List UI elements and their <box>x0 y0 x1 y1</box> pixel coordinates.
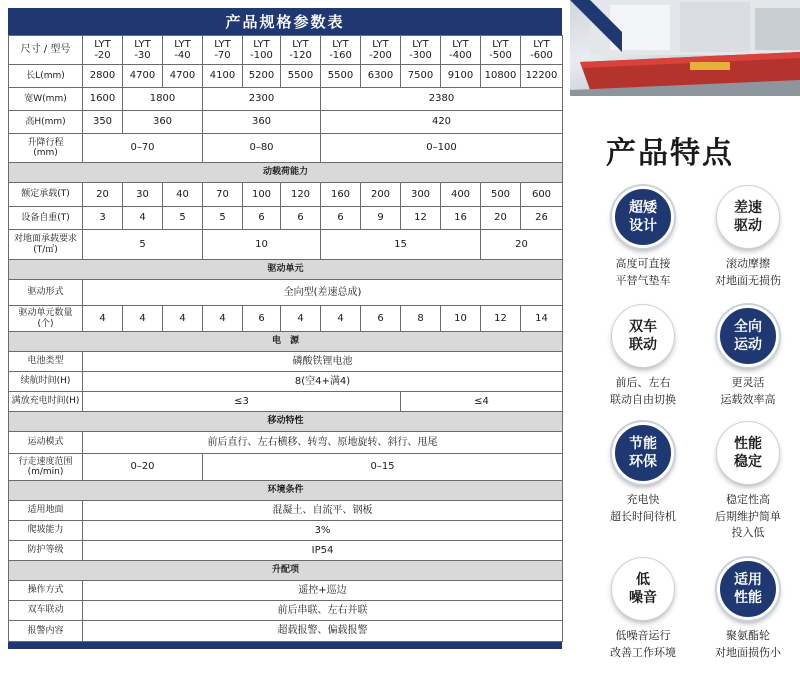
feature-item <box>593 558 693 661</box>
length-row-value: 6300 <box>361 65 401 88</box>
self-weight-row-value: 6 <box>321 207 361 230</box>
protect-row <box>9 541 563 561</box>
rated-load-row <box>9 183 563 207</box>
width-row <box>9 88 563 111</box>
section-movement: 移动特性 <box>9 412 563 432</box>
drive-units-row-value: 8 <box>401 306 441 332</box>
length-row-value: 12200 <box>521 65 563 88</box>
lift-row-value: 0–70 <box>83 134 203 163</box>
feature-item <box>698 305 798 408</box>
drive-form-row-label: 驱动形式 <box>9 280 83 306</box>
height-row-value: 360 <box>203 111 321 134</box>
width-row-value: 2300 <box>203 88 321 111</box>
charge-row-value: ≤4 <box>401 392 563 412</box>
drive-units-row-value: 12 <box>481 306 521 332</box>
height-row-value: 360 <box>123 111 203 134</box>
drive-units-row-value: 14 <box>521 306 563 332</box>
height-row <box>9 111 563 134</box>
climb-row-value: 3% <box>83 521 563 541</box>
self-weight-row-label: 设备自重(T) <box>9 207 83 230</box>
rated-load-row-value: 300 <box>401 183 441 207</box>
drive-units-row-value: 4 <box>321 306 361 332</box>
feature-description: 高度可直接 平替气垫车 <box>615 257 671 287</box>
feature-badge: 适用 性能 <box>717 558 779 620</box>
width-row-value: 2380 <box>321 88 563 111</box>
feature-badge: 双车 联动 <box>612 305 674 367</box>
endurance-row-label: 续航时间(H) <box>9 372 83 392</box>
section-movement <box>9 412 563 432</box>
rated-load-row-value: 120 <box>281 183 321 207</box>
feature-item <box>593 422 693 525</box>
speed-row-value: 0–20 <box>83 454 203 481</box>
section-power <box>9 332 563 352</box>
table-title: 产品规格参数表 <box>8 8 562 35</box>
drive-units-row-value: 4 <box>163 306 203 332</box>
drive-units-row <box>9 306 563 332</box>
feature-badge: 全向 运动 <box>717 305 779 367</box>
alarm-row-value: 超载报警、偏载报警 <box>83 621 563 642</box>
endurance-row <box>9 372 563 392</box>
drive-units-row-value: 4 <box>123 306 163 332</box>
ground-row-value: 混凝土、自流平、钢板 <box>83 501 563 521</box>
drive-form-row <box>9 280 563 306</box>
length-row-value: 2800 <box>83 65 123 88</box>
lift-row-value: 0–100 <box>321 134 563 163</box>
self-weight-row-value: 5 <box>163 207 203 230</box>
model-header: LYT -200 <box>361 36 401 65</box>
feature-badge: 超矮 设计 <box>612 186 674 248</box>
length-row-value: 10800 <box>481 65 521 88</box>
ground-req-row-value: 10 <box>203 230 321 260</box>
charge-row-value: ≤3 <box>83 392 401 412</box>
feature-description: 聚氨酯轮 对地面损伤小 <box>715 629 781 659</box>
model-header: LYT -160 <box>321 36 361 65</box>
ground-req-row-value: 5 <box>83 230 203 260</box>
model-header: LYT -100 <box>243 36 281 65</box>
lift-row <box>9 134 563 163</box>
operate-row-label: 操作方式 <box>9 581 83 601</box>
model-header: LYT -30 <box>123 36 163 65</box>
section-environment: 环境条件 <box>9 481 563 501</box>
spec-table-panel <box>8 8 562 649</box>
self-weight-row-value: 5 <box>203 207 243 230</box>
length-row-value: 5200 <box>243 65 281 88</box>
rated-load-row-value: 30 <box>123 183 163 207</box>
width-row-value: 1600 <box>83 88 123 111</box>
section-environment <box>9 481 563 501</box>
self-weight-row-value: 12 <box>401 207 441 230</box>
drive-units-row-value: 10 <box>441 306 481 332</box>
alarm-row-label: 报警内容 <box>9 621 83 642</box>
width-row-label: 宽W(mm) <box>9 88 83 111</box>
self-weight-row-value: 3 <box>83 207 123 230</box>
model-header: LYT -40 <box>163 36 203 65</box>
speed-row <box>9 454 563 481</box>
model-header: LYT -20 <box>83 36 123 65</box>
drive-units-row-label: 驱动单元数量 (个) <box>9 306 83 332</box>
length-row-value: 4700 <box>123 65 163 88</box>
length-row-value: 4100 <box>203 65 243 88</box>
self-weight-row-value: 20 <box>481 207 521 230</box>
model-header: LYT -120 <box>281 36 321 65</box>
feature-description: 前后、左右 联动自由切换 <box>610 376 676 406</box>
section-upgrades: 升配项 <box>9 561 563 581</box>
feature-item <box>698 422 798 542</box>
model-header: LYT -600 <box>521 36 563 65</box>
ground-req-row-value: 15 <box>321 230 481 260</box>
feature-description: 低噪音运行 改善工作环境 <box>610 629 676 659</box>
ground-row-label: 适用地面 <box>9 501 83 521</box>
model-header: LYT -500 <box>481 36 521 65</box>
operate-row <box>9 581 563 601</box>
section-upgrades <box>9 561 563 581</box>
spec-table-body <box>9 36 563 642</box>
section-drive-unit <box>9 260 563 280</box>
feature-badge: 节能 环保 <box>612 422 674 484</box>
motion-row <box>9 432 563 454</box>
length-row-value: 5500 <box>321 65 361 88</box>
self-weight-row-value: 4 <box>123 207 163 230</box>
drive-units-row-value: 6 <box>243 306 281 332</box>
ground-req-row-value: 20 <box>481 230 563 260</box>
drive-form-row-value: 全向型(差速总成) <box>83 280 563 306</box>
charge-row <box>9 392 563 412</box>
protect-row-value: IP54 <box>83 541 563 561</box>
length-row-value: 7500 <box>401 65 441 88</box>
drive-units-row-value: 4 <box>281 306 321 332</box>
climb-row <box>9 521 563 541</box>
rated-load-row-value: 600 <box>521 183 563 207</box>
height-row-label: 高H(mm) <box>9 111 83 134</box>
feature-badge: 低 噪音 <box>612 558 674 620</box>
feature-badge: 差速 驱动 <box>717 186 779 248</box>
dual-row-label: 双车联动 <box>9 601 83 621</box>
length-row-label: 长L(mm) <box>9 65 83 88</box>
feature-badge: 性能 稳定 <box>717 422 779 484</box>
section-load-capacity: 动载荷能力 <box>9 163 563 183</box>
motion-row-label: 运动模式 <box>9 432 83 454</box>
features-title: 产品特点 <box>606 136 734 171</box>
speed-row-label: 行走速度范围 (m/min) <box>9 454 83 481</box>
lift-row-label: 升降行程 (mm) <box>9 134 83 163</box>
lift-row-value: 0–80 <box>203 134 321 163</box>
rated-load-row-value: 500 <box>481 183 521 207</box>
operate-row-value: 遥控+巡边 <box>83 581 563 601</box>
protect-row-label: 防护等级 <box>9 541 83 561</box>
charge-row-label: 满放充电时间(H) <box>9 392 83 412</box>
length-row-value: 4700 <box>163 65 203 88</box>
ground-req-row-label: 对地面承载要求 (T/㎡) <box>9 230 83 260</box>
ground-row <box>9 501 563 521</box>
alarm-row <box>9 621 563 642</box>
length-row <box>9 65 563 88</box>
table-bottom-bar <box>8 642 562 649</box>
rated-load-row-value: 100 <box>243 183 281 207</box>
feature-item <box>593 305 693 408</box>
dual-row-value: 前后串联、左右并联 <box>83 601 563 621</box>
rated-load-row-value: 400 <box>441 183 481 207</box>
model-header: LYT -70 <box>203 36 243 65</box>
height-row-value: 350 <box>83 111 123 134</box>
decorative-slash <box>562 0 622 100</box>
feature-item <box>698 558 798 661</box>
drive-units-row-value: 4 <box>83 306 123 332</box>
width-row-value: 1800 <box>123 88 203 111</box>
section-power: 电 源 <box>9 332 563 352</box>
rated-load-row-value: 200 <box>361 183 401 207</box>
header-label: 尺寸 / 型号 <box>9 36 83 65</box>
ground-req-row <box>9 230 563 260</box>
feature-description: 稳定性高 后期维护简单 投入低 <box>715 493 781 539</box>
rated-load-row-value: 40 <box>163 183 203 207</box>
feature-description: 充电快 超长时间待机 <box>610 493 676 523</box>
climb-row-label: 爬坡能力 <box>9 521 83 541</box>
rated-load-row-value: 20 <box>83 183 123 207</box>
feature-item <box>698 186 798 289</box>
battery-row <box>9 352 563 372</box>
feature-item <box>593 186 693 289</box>
speed-row-value: 0–15 <box>203 454 563 481</box>
self-weight-row-value: 26 <box>521 207 563 230</box>
self-weight-row-value: 9 <box>361 207 401 230</box>
height-row-value: 420 <box>321 111 563 134</box>
self-weight-row-value: 6 <box>243 207 281 230</box>
feature-description: 更灵活 运载效率高 <box>720 376 776 406</box>
feature-description: 滚动摩擦 对地面无损伤 <box>715 257 781 287</box>
rated-load-row-value: 70 <box>203 183 243 207</box>
self-weight-row <box>9 207 563 230</box>
header-row <box>9 36 563 65</box>
section-load-capacity <box>9 163 563 183</box>
length-row-value: 5500 <box>281 65 321 88</box>
section-drive-unit: 驱动单元 <box>9 260 563 280</box>
motion-row-value: 前后直行、左右横移、转弯、原地旋转、斜行、甩尾 <box>83 432 563 454</box>
drive-units-row-value: 4 <box>203 306 243 332</box>
dual-row <box>9 601 563 621</box>
self-weight-row-value: 6 <box>281 207 321 230</box>
length-row-value: 9100 <box>441 65 481 88</box>
model-header: LYT -400 <box>441 36 481 65</box>
endurance-row-value: 8(空4+满4) <box>83 372 563 392</box>
rated-load-row-value: 160 <box>321 183 361 207</box>
model-header: LYT -300 <box>401 36 441 65</box>
rated-load-row-label: 额定承载(T) <box>9 183 83 207</box>
battery-row-label: 电池类型 <box>9 352 83 372</box>
self-weight-row-value: 16 <box>441 207 481 230</box>
spec-table <box>8 35 563 642</box>
drive-units-row-value: 6 <box>361 306 401 332</box>
battery-row-value: 磷酸铁锂电池 <box>83 352 563 372</box>
